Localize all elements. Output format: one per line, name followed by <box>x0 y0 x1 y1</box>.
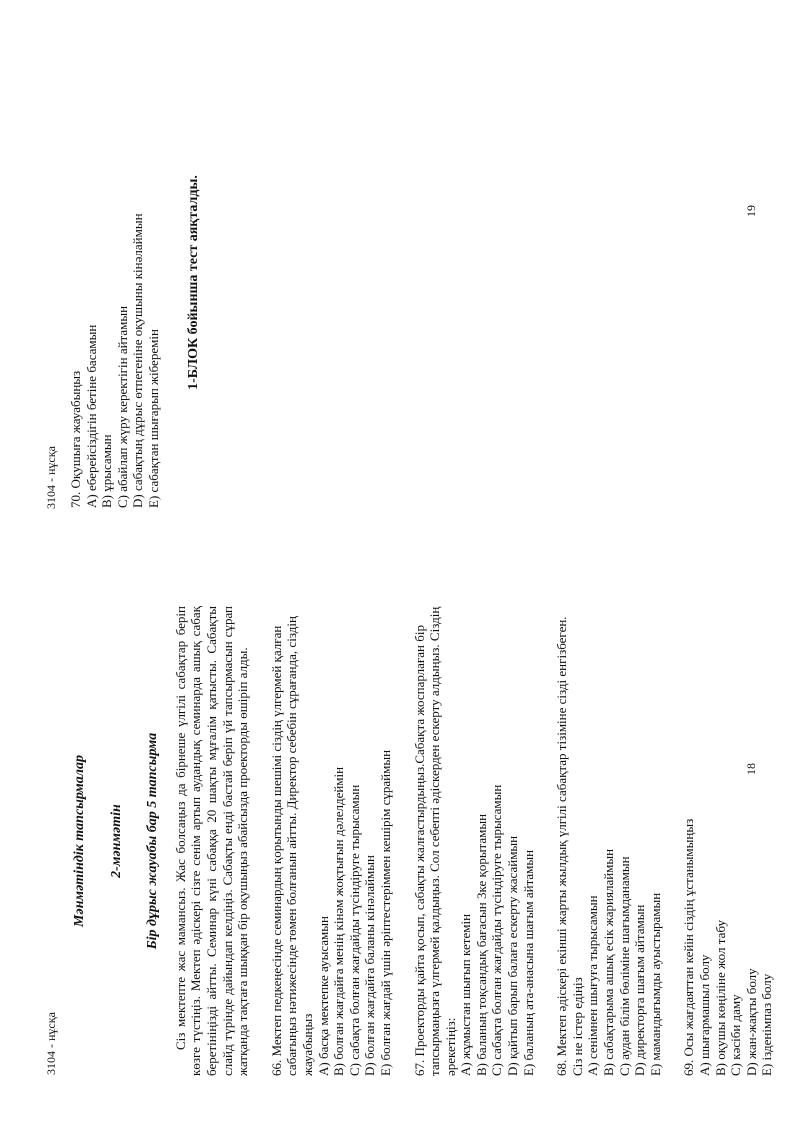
question-text: 68. Мектеп әдіскері екінші жарты жылдық үлгілі сабақтар тізіміне сізді енгізбеген. Сіз не істер едіңіз <box>554 616 585 1076</box>
answer-option: A) шығармашыл болу <box>697 954 712 1076</box>
page-header: 3104 - нұсқа <box>44 1012 58 1075</box>
answer-option: C) сабақта болған жағдайды түсіндіруге тырысамын <box>489 784 505 1076</box>
question-66 <box>269 606 394 1076</box>
question-70 <box>68 38 162 508</box>
question-text: 70. Оқушыға жауабыңыз <box>68 370 83 508</box>
page-header: 3104 - нұсқа <box>44 446 58 509</box>
answer-option: E) ізденімпаз болу <box>759 973 775 1076</box>
answer-option: D) қайтып барып балаға ескерту жасаймын <box>505 835 521 1076</box>
question-67 <box>412 606 537 1076</box>
answer-option: B) баланың тоқсандық бағасын 3ке қорытамын <box>473 813 489 1076</box>
context-subtitle: 2-мәнмәтін <box>108 804 124 878</box>
page-content <box>68 38 180 508</box>
answer-option: B) болған жағдайға менің кінәм жоқтығын дәлелдеймін <box>331 766 347 1076</box>
answer-option: D) директорға шағым айтамын <box>632 904 648 1076</box>
block-end-text: 1-БЛОК бойынша тест аяқталды. <box>186 175 201 390</box>
answer-option: A) сенімнен шығуға тырысамын <box>585 895 601 1076</box>
answer-option: D) сабақтың дұрыс өтпегеніне оқушыны кінәлаймын <box>130 213 146 508</box>
page-number: 18 <box>744 763 758 775</box>
answer-option: A) жұмыстан шығып кетемін <box>458 913 474 1076</box>
question-text: 66. Мектеп педкеңесінде семинардың қорытынды шешімі сіздің үлгермей қалған сабағыңыз нәтижесінде төмен болғанын айтты. Директор себебін сұрағанда, сіздің жауабыңыз <box>268 616 315 1076</box>
page-number: 19 <box>744 205 758 217</box>
question-text: 67. Проекторды қайта қосып, сабақты жалғастырдыңыз.Сабақта жоспарлаған бір тапсырмаңызға үлгермей қалдыңыз. Сол себепті әдіскерден ескерту алдыңыз. Сіздің әрекетіңіз: <box>411 606 458 1076</box>
answer-option: C) кәсіби даму <box>728 994 744 1076</box>
answer-option: A) басқа мектепке ауысамын <box>315 916 331 1076</box>
answer-option: C) сабақта болған жағдайды түсіндіруге тырысамын <box>346 784 362 1076</box>
intro-paragraph: Сіз мектепте жас мамансыз. Жас болсаңыз да бірнеше үлгілі сабақтар беріп көзге түстіңіз. Мектеп әдіскері сізге сенім артып аудандық семинарда ашық сабақ беретініңізді айтты. Семинар күні сабаққа 20 шақты мұғалім қатысты. Сабақты слайд түрінде дайындап келдіңіз. Сабақты енді бастай беріп үй тапсырмасын сұрап жатқанда тақтаға шыққан бір оқушыңыз абайсызда проекторды өшіріп алды. <box>172 606 251 1076</box>
right-page <box>0 0 800 565</box>
task-heading: Бір дұрыс жауабы бар 5 тапсырма <box>145 732 161 950</box>
left-page <box>0 566 800 1131</box>
answer-option: B) сабақтарыма ашық есік жариялаймын <box>601 848 617 1076</box>
section-title: Мәнмәтіндік тапсырмалар <box>72 755 87 927</box>
answer-option: E) баланың ата-анасына шағым айтамын <box>520 849 536 1076</box>
page-content <box>72 606 793 1076</box>
answer-option: B) ұрысамын <box>99 434 115 508</box>
answer-option: A) еберейсіздігін бетіне басамын <box>83 324 99 508</box>
answer-option: D) болған жағдайға баланы кінәлаймын <box>362 855 378 1076</box>
answer-option: C) аудан білім бөліміне шағымданамын <box>616 856 632 1076</box>
answer-option: E) сабақтан шығарып жіберемін <box>145 329 161 508</box>
answer-option: C) абайлап жүру керектігін айтамын <box>114 305 130 508</box>
question-68 <box>554 606 663 1076</box>
question-text: 69. Осы жағдаяттан кейін сіздің ұстанымыңыз <box>681 818 697 1076</box>
answer-option: B) оқушы көңіліне жол табу <box>712 920 728 1076</box>
answer-option: E) мамандығымды ауыстырамын <box>647 892 663 1076</box>
question-69 <box>681 606 775 1076</box>
answer-option: E) болған жағдай үшін әріптестеріммен кешірім сұраймын <box>377 749 393 1076</box>
answer-option: D) жан-жақты болу <box>743 968 759 1076</box>
